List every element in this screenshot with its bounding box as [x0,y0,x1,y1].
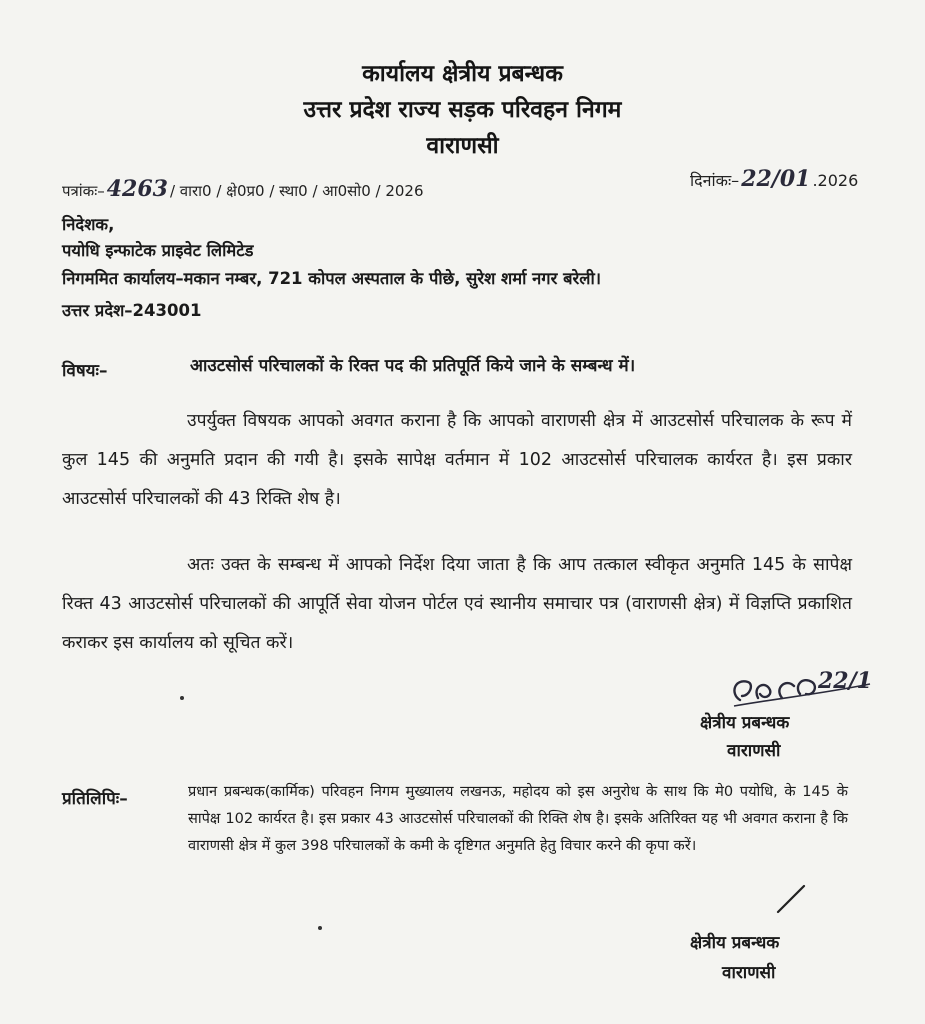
subject-text: आउटसोर्स परिचालकों के रिक्त पद की प्रतिपूर्ति किये जाने के सम्बन्ध में। [190,356,636,376]
reference-suffix: / वारा0 / क्षे0प्र0 / स्था0 / आ0सो0 / 2026 [169,182,424,200]
addressee-company: पयोधि इन्फाटेक प्राइवेट लिमिटेड [62,241,254,260]
date-year: .2026 [812,171,859,190]
scan-speck [316,924,324,932]
second-signatory-designation: क्षेत्रीय प्रबन्धक [690,933,780,953]
copy-to-text: प्रधान प्रबन्धक(कार्मिक) परिवहन निगम मुख्यालय लखनऊ, महोदय को इस अनुरोध के साथ कि मे0 पयोधि, के 145 के सापेक्ष 102 कार्यरत है। इस प्रकार 43 आउटसोर्स परिचालकों की रिक्ति शेष है। इसके अतिरिक्त यह भी अवगत कराना है कि वाराणसी क्षेत्र में कुल 398 परिचालकों के कमी के दृष्टिगत अनुमति हेतु विचार करने की कृपा करें। [188,783,848,854]
letter-date [690,166,858,192]
copy-to-label: प्रतिलिपिः– [62,789,128,809]
body-paragraph-1 [62,402,852,519]
date-handwritten: 22/01 [741,166,811,192]
addressee-title: निदेशक, [62,215,115,234]
scan-speck [178,694,186,702]
body-paragraph-2 [62,546,852,663]
addressee-state: उत्तर प्रदेश–243001 [62,301,202,320]
second-signatory-place: वाराणसी [722,963,776,983]
reference-number [62,176,424,202]
signatory-designation: क्षेत्रीय प्रबन्धक [700,713,790,733]
signature-handwritten-date: 22/1 [818,668,872,694]
office-title: कार्यालय क्षेत्रीय प्रबन्धक [362,61,563,87]
subject-label: विषयः– [62,361,108,381]
date-label: दिनांकः– [690,171,740,190]
second-signature-mark [772,880,812,916]
reference-prefix: पत्रांकः– [62,182,105,200]
addressee-address: निगममित कार्यालय–मकान नम्बर, 721 कोपल अस्पताल के पीछे, सुरेश शर्मा नगर बरेली। [62,269,601,288]
body-paragraph-1-text: उपर्युक्त विषयक आपको अवगत कराना है कि आपको वाराणसी क्षेत्र में आउटसोर्स परिचालक के रूप में कुल 145 की अनुमति प्रदान की गयी है। इसके सापेक्ष वर्तमान में 102 आउटसोर्स परिचालक कार्यरत है। इस प्रकार आउटसोर्स परिचालकों की 43 रिक्ति शेष है। [62,411,852,509]
office-city: वाराणसी [426,133,499,159]
organization-name: उत्तर प्रदेश राज्य सड़क परिवहन निगम [303,97,622,123]
body-paragraph-2-text: अतः उक्त के सम्बन्ध में आपको निर्देश दिया जाता है कि आप तत्काल स्वीकृत अनुमति 145 के सापेक्ष रिक्त 43 आउटसोर्स परिचालकों की आपूर्ति सेवा योजन पोर्टल एवं स्थानीय समाचार पत्र (वाराणसी क्षेत्र) में विज्ञप्ति प्रकाशित कराकर इस कार्यालय को सूचित करें। [62,555,852,653]
reference-handwritten-number: 4263 [106,176,168,202]
signatory-place: वाराणसी [727,741,781,761]
